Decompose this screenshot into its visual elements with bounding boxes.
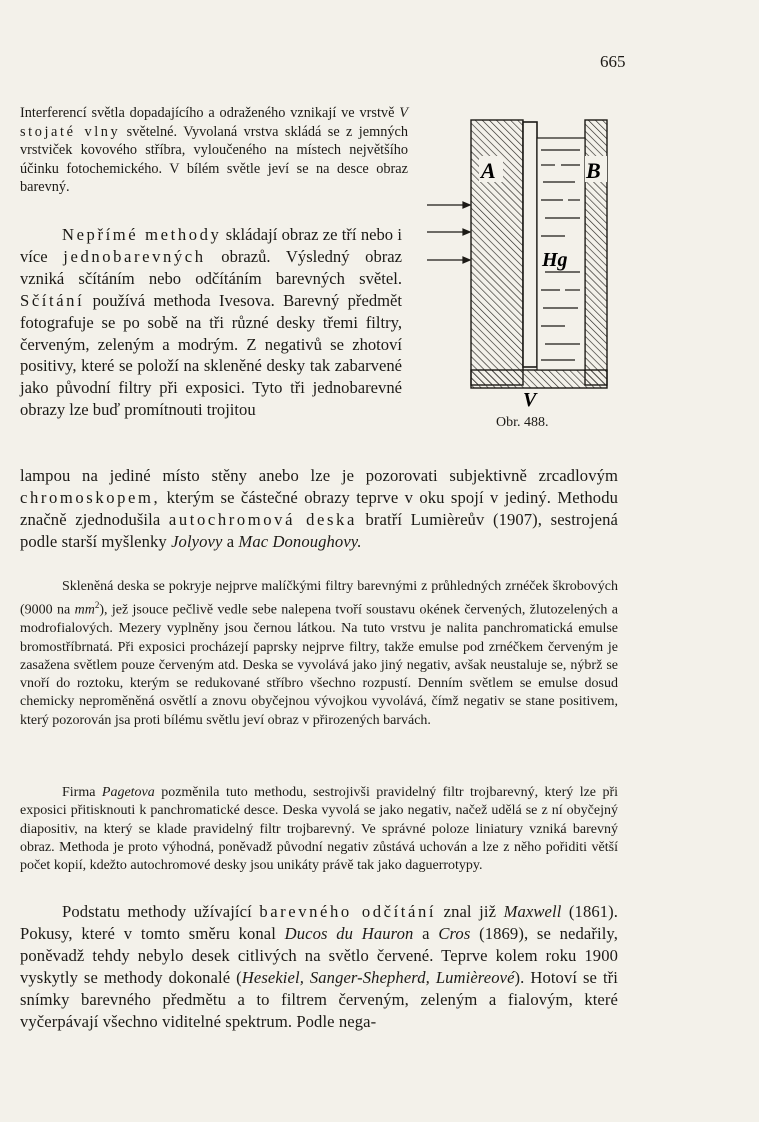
- label-b: B: [586, 158, 601, 183]
- bottom-wall: [471, 370, 607, 388]
- paragraph-subtractive-method: Podstatu methody užívající barevného odčítání znal již Maxwell (1861). Pokusy, které v tomto směru konal Ducos du Hauron a Cros (1869), se nedařily, poněvadž tehdy nebylo desek citlivých na světlo červené. Teprve kolem roku 1900 vyskytly se methody dokonalé (Hesekiel, Sanger-Shepherd, Lumièreové). Hotoví se tři snímky barevného předmětu a to filtrem červeným, zeleným a fialovým, které vyčerpávají všechno viditelné spektrum. Podle nega-: [20, 902, 619, 1031]
- paragraph-autochrome-plate: Skleněná deska se pokryje nejprve malíčkými filtry barevnými z průhledných zrnéček škrobových (9000 na $mm^2$), jež jsouce pečlivě vedle sebe nalepena tvoří soustavu okének červených, žlutozelených a modrofialových. Mezery vyplněny jsou černou látkou. Na tuto vrstvu je nalita panchromatická emulse bromostříbrnatá. Při exposici procházejí paprsky nejprve filtry, takže emulse pod zrnéčkem červeným je zasažena světlem pouze červeným atd. Deska se vyvolává jako jiný negativ, avšak neustaluje se, nýbrž se vnoří do roztoku, kterým se redukované stříbro všechno rozpustí. Denním světlem se emulse dosud chemicky neproměněná osvětlí a znovu obyčejnou vývojkou vyvolává, čímž negativ se stane positivem, který pozorován jsa proti bílému světlu jeví obraz v přirozených barvách.: [20, 579, 618, 728]
- light-arrows: [427, 202, 470, 263]
- paragraph-interference: Interferencí světla dopadajícího a odraženého vznikají ve vrstvě V stojaté vlny světelné. Vyvolaná vrstva skládá se z jemných vrstviček kovového stříbra, vyloučeného na místech největšího účinku fotochemického. V bílém světle jeví se na desce obraz barevný.: [20, 105, 408, 196]
- label-v: V: [523, 389, 537, 411]
- label-a: A: [481, 158, 496, 183]
- paragraph-paget-method: Firma Pagetova pozměnila tuto methodu, sestrojivši pravidelný filtr trojbarevný, který lze při exposici přitisknouti k panchromatické desce. Deska vyvolá se jako negativ, načež udělá se z ní obyčejný diapositiv, na který se klade pravidelný filtr trojbarevný. Ve správné poloze liniatury vzniká barevný obraz. Methoda je proto výhodná, poněvadž původní negativ zůstává uchován a lze z něho pořiditi větší počet kopií, kdežto autochromové desky jsou unikáty právě tak jako daguerrotypy.: [20, 785, 619, 874]
- figure-caption: Obr. 488.: [496, 415, 549, 430]
- paragraph-indirect-methods-continued: lampou na jediné místo stěny anebo lze je pozorovati subjektivně zrcadlovým chromoskopem, kterým se částečné obrazy teprve v oku spojí v jediný. Methodu značně zjednodušila autochromová deska bratří Lumièreův (1907), sestrojená podle starší myšlenky Jolyovy a Mac Donoughovy.: [20, 466, 618, 551]
- label-hg: Hg: [542, 249, 568, 271]
- figure-488-diagram: [415, 110, 645, 450]
- paragraph-indirect-methods: Nepřímé methody skládají obraz ze tří nebo i více jednobarevných obrazů. Výsledný obraz vzniká sčítáním nebo odčítáním barevných světel. Sčítání používá methoda Ivesova. Barevný předmět fotografuje se po sobě na tři různé desky třemi filtry, červeným, zeleným a modrým. Z negativů se zhotoví positivy, které se položí na skleněné desky tak zabarvené jako původní filtry při exposici. Tyto tři jednobarevné obrazy lze buď promítnouti trojitou: [20, 225, 402, 420]
- glass-plate: [523, 122, 537, 367]
- page-number: 665: [600, 52, 626, 71]
